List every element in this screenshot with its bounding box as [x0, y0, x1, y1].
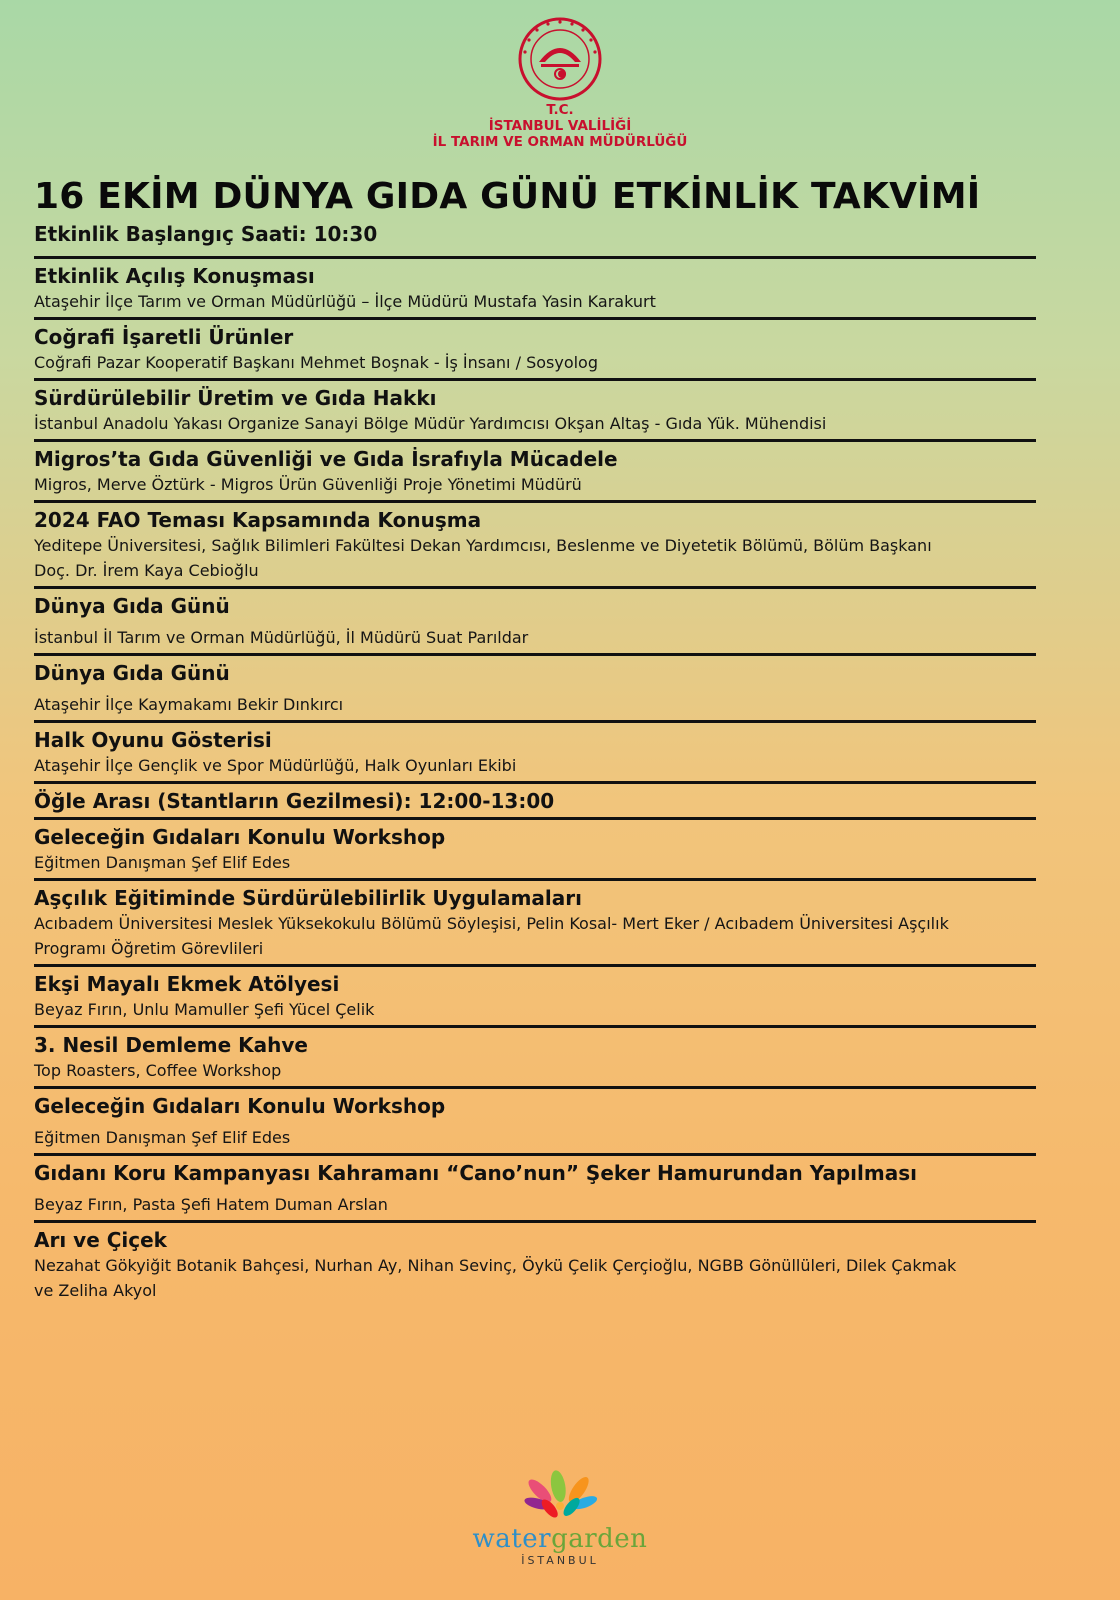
event-title: Geleceğin Gıdaları Konulu Workshop	[34, 1094, 446, 1118]
event-speaker: İstanbul Anadolu Yakası Organize Sanayi Bölge Müdür Yardımcısı Okşan Altaş - Gıda Yük. Mühendisi	[34, 414, 827, 433]
event-speaker: Nezahat Gökyiğit Botanik Bahçesi, Nurhan Ay, Nihan Sevinç, Öykü Çelik Çerçioğlu, NGBB Gönüllüleri, Dilek Çakmak	[34, 1256, 957, 1275]
event-speaker: Ataşehir İlçe Kaymakamı Bekir Dınkırcı	[34, 695, 344, 714]
event-title: Gıdanı Koru Kampanyası Kahramanı “Cano’nun” Şeker Hamurundan Yapılması	[34, 1161, 917, 1185]
page-title: 16 EKİM DÜNYA GIDA GÜNÜ ETKİNLİK TAKVİMİ	[34, 176, 981, 217]
event-item	[34, 723, 1074, 781]
event-speaker: Yeditepe Üniversitesi, Sağlık Bilimleri Fakültesi Dekan Yardımcısı, Beslenme ve Diyetetik Bölümü, Bölüm Başkanı	[34, 536, 932, 555]
event-speaker: Coğrafi Pazar Kooperatif Başkanı Mehmet Boşnak - İş İnsanı / Sosyolog	[34, 353, 598, 372]
org-line-valilik: İSTANBUL VALİLİĞİ	[488, 118, 632, 134]
brand-name-garden: garden	[551, 1524, 648, 1554]
event-speaker: Migros, Merve Öztürk - Migros Ürün Güvenliği Proje Yönetimi Müdürü	[34, 475, 582, 494]
event-item	[34, 1223, 1074, 1306]
event-item	[34, 442, 1074, 500]
event-title: Coğrafi İşaretli Ürünler	[34, 325, 294, 349]
watergarden-flower-logo-icon	[515, 1466, 605, 1526]
event-title: Dünya Gıda Günü	[34, 594, 230, 618]
org-line-mudurluk: İL TARIM VE ORMAN MÜDÜRLÜĞÜ	[432, 134, 688, 150]
brand-name-water: water	[472, 1524, 552, 1554]
event-item	[34, 503, 1074, 586]
organization-name	[0, 102, 1120, 150]
header	[0, 16, 1120, 150]
event-title: Migros’ta Gıda Güvenliği ve Gıda İsrafıyla Mücadele	[34, 447, 618, 471]
event-item	[34, 320, 1074, 378]
event-title: Arı ve Çiçek	[34, 1228, 167, 1252]
event-item	[34, 1028, 1074, 1086]
event-title: 3. Nesil Demleme Kahve	[34, 1033, 308, 1057]
event-item	[34, 1156, 1074, 1220]
event-title: Sürdürülebilir Üretim ve Gıda Hakkı	[34, 386, 437, 410]
start-time: Etkinlik Başlangıç Saati: 10:30	[34, 222, 378, 246]
event-item	[34, 589, 1074, 653]
event-item	[34, 784, 1074, 817]
event-title: Geleceğin Gıdaları Konulu Workshop	[34, 825, 446, 849]
event-speaker: Ataşehir İlçe Gençlik ve Spor Müdürlüğü, Halk Oyunları Ekibi	[34, 756, 517, 775]
event-speaker: Eğitmen Danışman Şef Elif Edes	[34, 1128, 291, 1147]
event-item	[34, 820, 1074, 878]
event-speaker: Doç. Dr. İrem Kaya Cebioğlu	[34, 561, 259, 580]
event-title: Halk Oyunu Gösterisi	[34, 728, 272, 752]
event-title: Öğle Arası (Stantların Gezilmesi): 12:00-13:00	[34, 789, 555, 813]
event-speaker: Ataşehir İlçe Tarım ve Orman Müdürlüğü – İlçe Müdürü Mustafa Yasin Karakurt	[34, 292, 656, 311]
event-speaker: Beyaz Fırın, Unlu Mamuller Şefi Yücel Çelik	[34, 1000, 375, 1019]
footer	[0, 1466, 1120, 1567]
event-item	[34, 1089, 1074, 1153]
event-title: Dünya Gıda Günü	[34, 661, 230, 685]
event-title: Etkinlik Açılış Konuşması	[34, 264, 315, 288]
event-item	[34, 259, 1074, 317]
event-item	[34, 381, 1074, 439]
event-speaker: ve Zeliha Akyol	[34, 1281, 157, 1300]
event-speaker: Eğitmen Danışman Şef Elif Edes	[34, 853, 291, 872]
event-speaker: Programı Öğretim Görevlileri	[34, 939, 264, 958]
event-item	[34, 967, 1074, 1025]
event-title: Ekşi Mayalı Ekmek Atölyesi	[34, 972, 340, 996]
brand-name	[0, 1526, 1120, 1552]
event-list	[34, 256, 1074, 1306]
event-speaker: İstanbul İl Tarım ve Orman Müdürlüğü, İl Müdürü Suat Parıldar	[34, 628, 529, 647]
event-title: Aşçılık Eğitiminde Sürdürülebilirlik Uygulamaları	[34, 886, 582, 910]
brand-city: İSTANBUL	[521, 1554, 599, 1567]
org-line-tc: T.C.	[546, 102, 574, 118]
event-item	[34, 656, 1074, 720]
event-speaker: Acıbadem Üniversitesi Meslek Yüksekokulu Bölümü Söyleşisi, Pelin Kosal- Mert Eker / Acıbadem Üniversitesi Aşçılık	[34, 914, 949, 933]
event-speaker: Top Roasters, Coffee Workshop	[34, 1061, 282, 1080]
ministry-emblem-icon	[517, 16, 603, 102]
event-title: 2024 FAO Teması Kapsamında Konuşma	[34, 508, 482, 532]
event-item	[34, 881, 1074, 964]
event-speaker: Beyaz Fırın, Pasta Şefi Hatem Duman Arslan	[34, 1195, 388, 1214]
